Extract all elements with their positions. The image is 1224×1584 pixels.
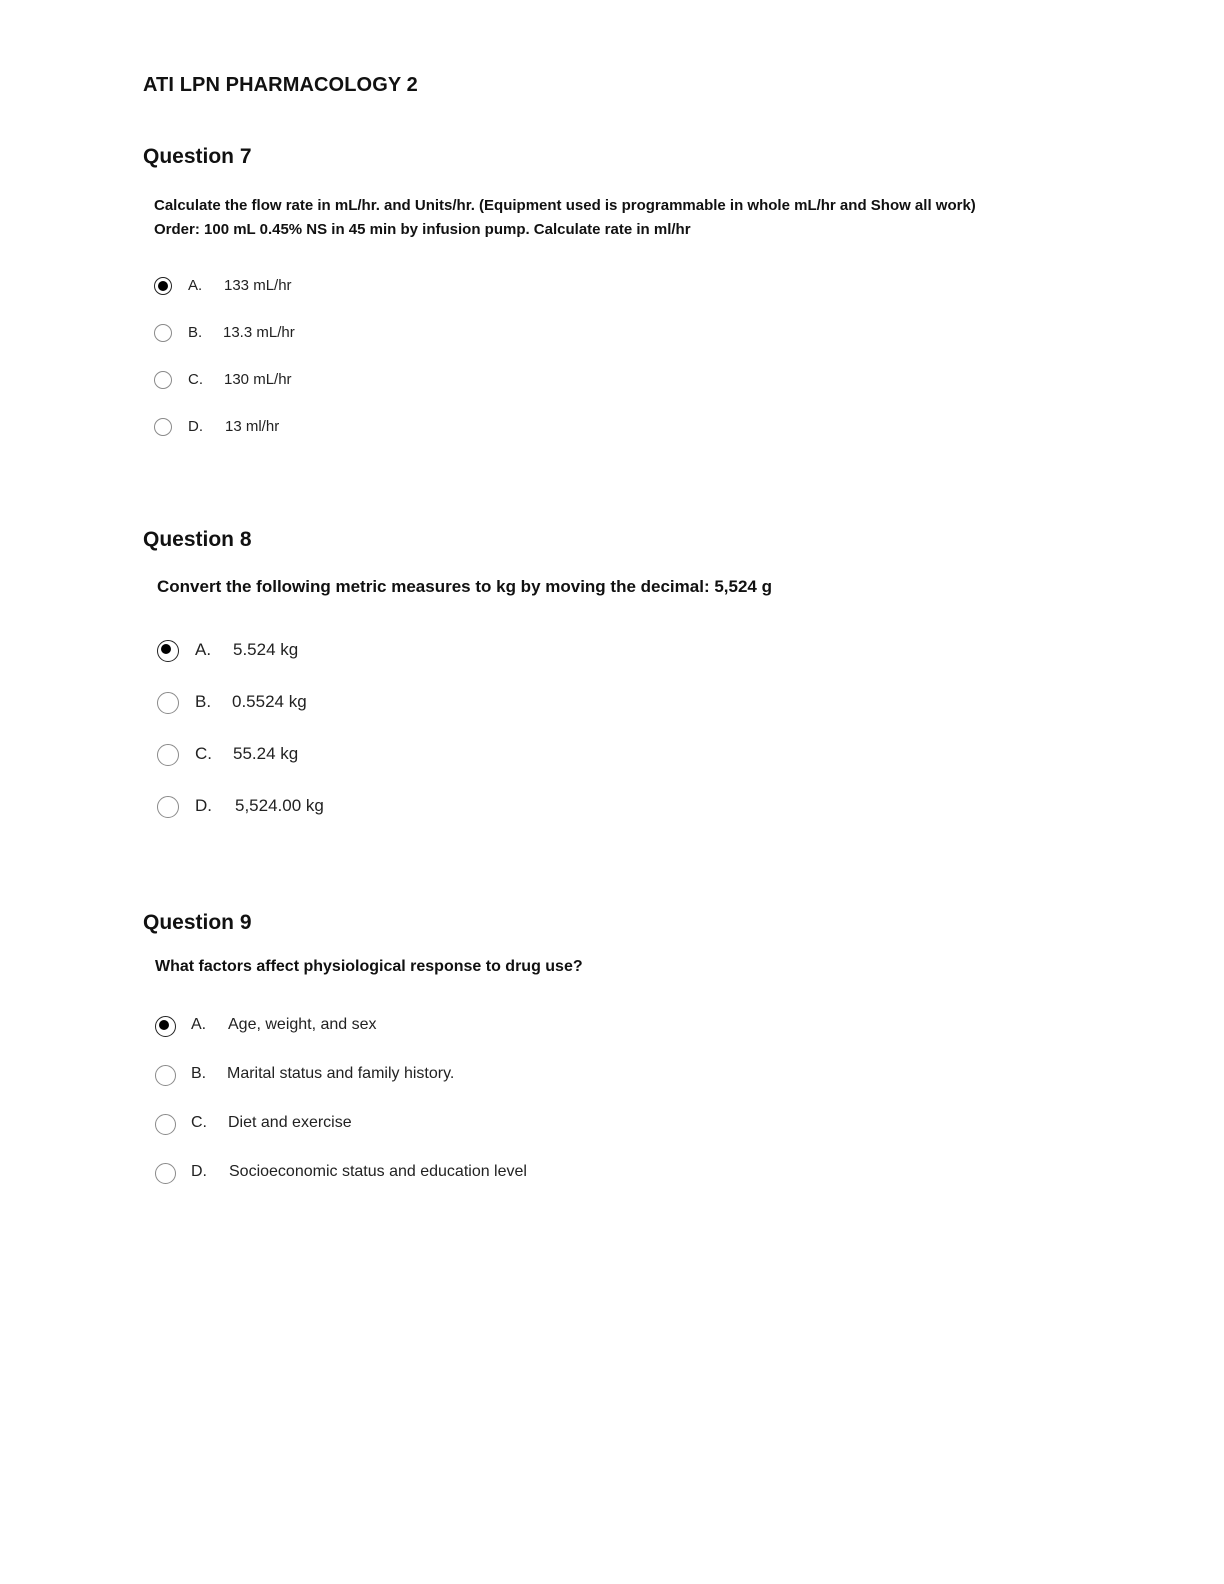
option-letter: B. — [188, 324, 203, 341]
document-title: ATI LPN PHARMACOLOGY 2 — [143, 74, 418, 96]
prompt-line: Order: 100 mL 0.45% NS in 45 min by infusion pump. Calculate rate in ml/hr — [154, 221, 691, 238]
radio-button-selected[interactable] — [155, 1016, 176, 1037]
question-prompt — [157, 575, 772, 599]
option-text: Socioeconomic status and education level — [229, 1163, 527, 1180]
prompt-line: What factors affect physiological response to drug use? — [155, 958, 583, 975]
radio-button[interactable] — [154, 324, 172, 342]
radio-button[interactable] — [155, 1065, 176, 1086]
option-letter: C. — [191, 1114, 207, 1131]
option-letter: A. — [188, 277, 203, 294]
option-letter: D. — [188, 418, 203, 435]
radio-button[interactable] — [155, 1114, 176, 1135]
question-heading: Question 9 — [143, 911, 252, 934]
option-letter: B. — [195, 692, 212, 711]
question-prompt — [154, 194, 976, 242]
option-letter: A. — [191, 1016, 207, 1033]
option-text: 5.524 kg — [233, 640, 299, 659]
option-text: 133 mL/hr — [224, 277, 292, 294]
option-text: 0.5524 kg — [232, 692, 307, 711]
radio-button[interactable] — [157, 796, 179, 818]
option-letter: C. — [188, 371, 203, 388]
radio-button[interactable] — [157, 692, 179, 714]
question-heading: Question 7 — [143, 145, 252, 168]
option-text: Marital status and family history. — [227, 1065, 455, 1082]
prompt-line: Calculate the flow rate in mL/hr. and Units/hr. (Equipment used is programmable in whole mL/hr and Show all work) — [154, 197, 976, 214]
option-letter: D. — [195, 796, 212, 815]
question-heading: Question 8 — [143, 528, 252, 551]
radio-button[interactable] — [155, 1163, 176, 1184]
option-text: Age, weight, and sex — [228, 1016, 377, 1033]
option-text: 55.24 kg — [233, 744, 299, 763]
option-letter: D. — [191, 1163, 207, 1180]
option-text: Diet and exercise — [228, 1114, 352, 1131]
radio-button-selected[interactable] — [157, 640, 179, 662]
prompt-line: Convert the following metric measures to kg by moving the decimal: 5,524 g — [157, 577, 772, 596]
option-letter: B. — [191, 1065, 207, 1082]
option-letter: C. — [195, 744, 212, 763]
radio-button[interactable] — [154, 371, 172, 389]
radio-button[interactable] — [154, 418, 172, 436]
option-text: 13.3 mL/hr — [223, 324, 295, 341]
option-letter: A. — [195, 640, 212, 659]
option-text: 130 mL/hr — [224, 371, 292, 388]
option-text: 5,524.00 kg — [235, 796, 324, 815]
radio-button[interactable] — [157, 744, 179, 766]
radio-button-selected[interactable] — [154, 277, 172, 295]
option-text: 13 ml/hr — [225, 418, 280, 435]
question-prompt — [155, 955, 583, 979]
